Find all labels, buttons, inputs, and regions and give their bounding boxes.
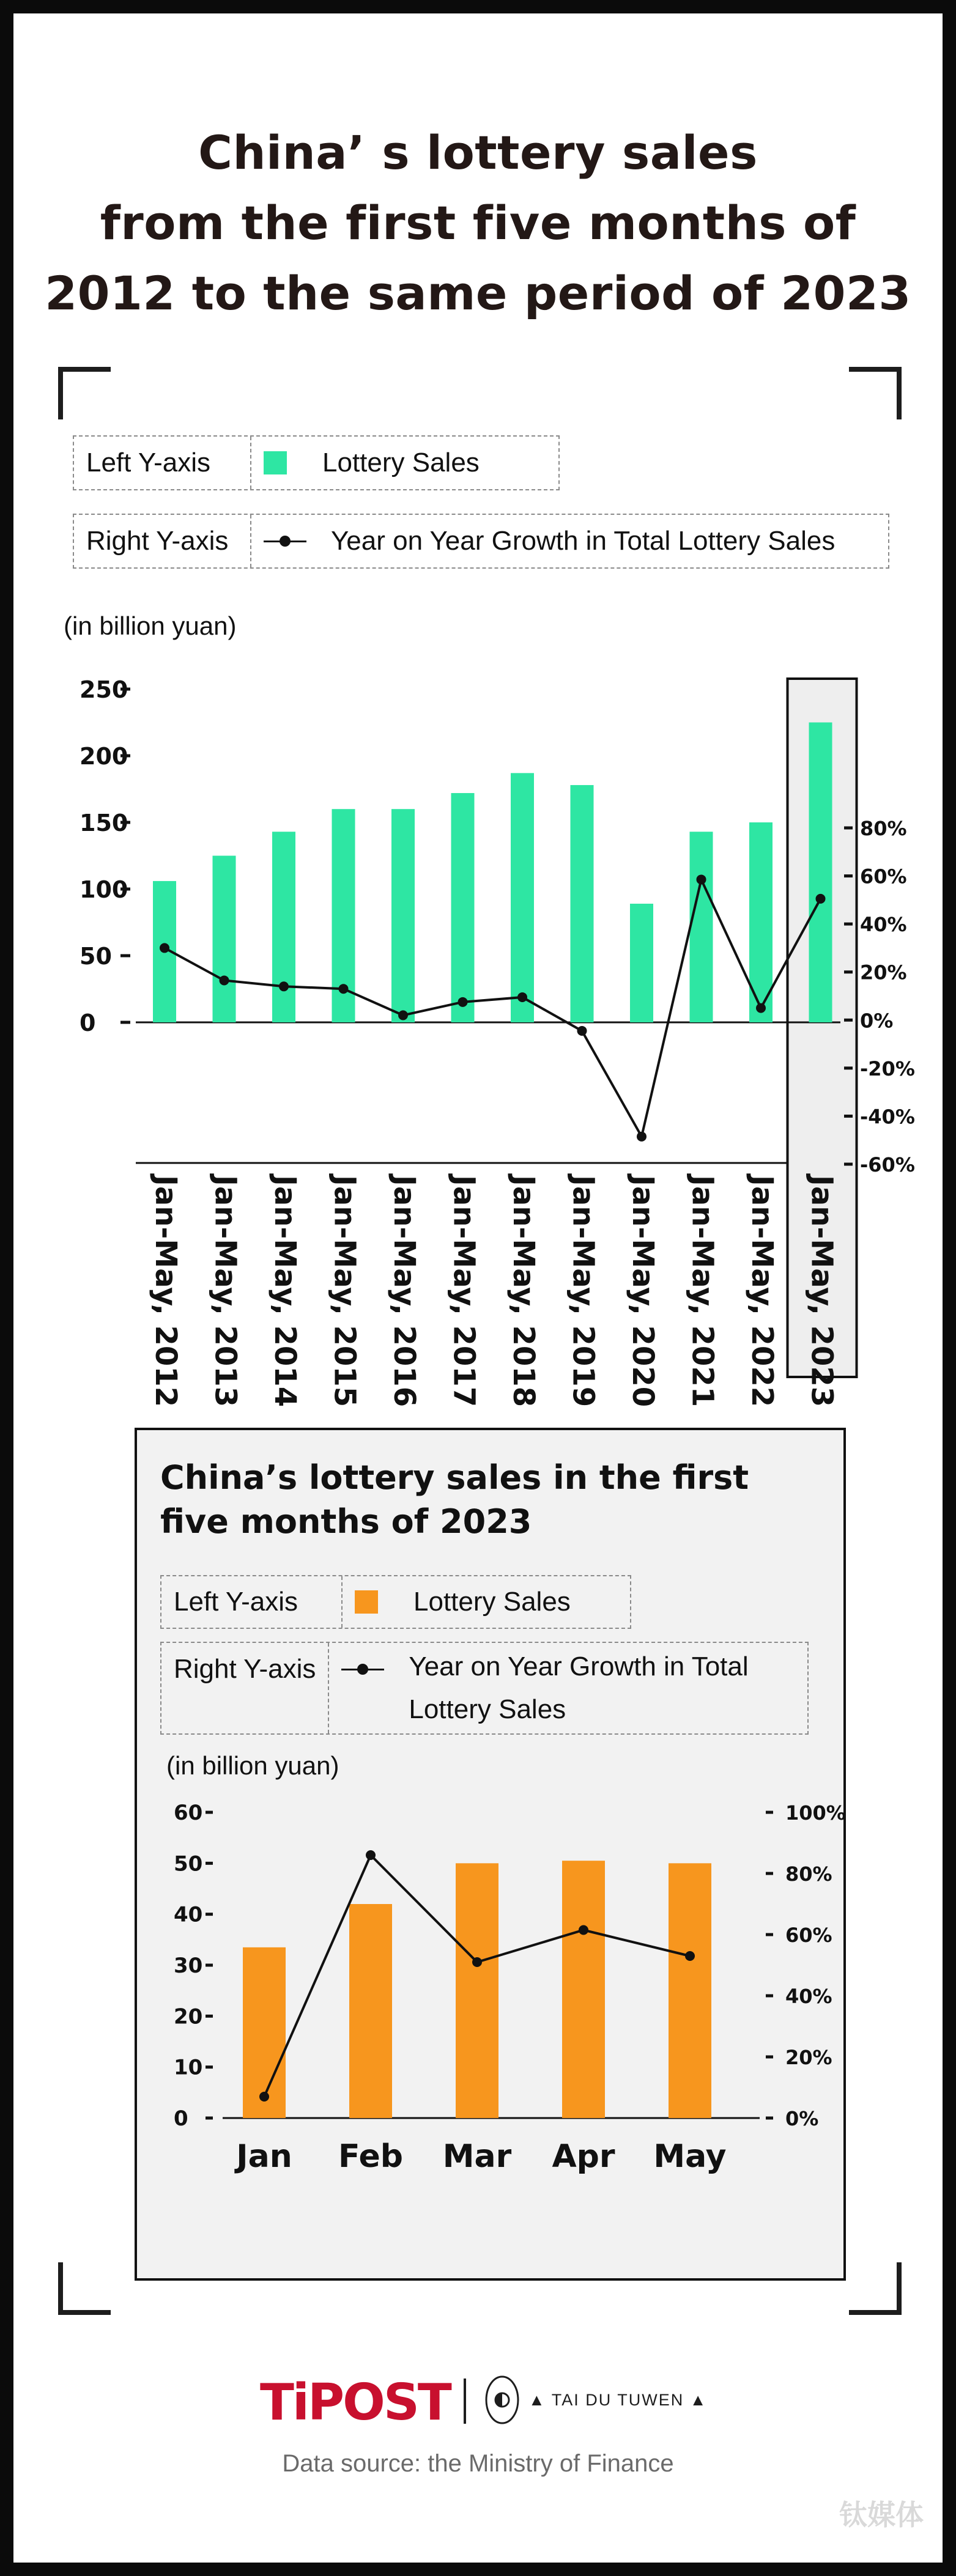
logo-divider: [464, 2379, 466, 2424]
left-tick-label: 250: [80, 676, 128, 703]
right-tick-label: -60%: [860, 1153, 915, 1176]
category-label: Jan-May, 2015: [327, 1175, 362, 1408]
legend-series-label: Lottery Sales: [413, 1587, 571, 1617]
sales-bar: [391, 809, 415, 1022]
inset-chart: [137, 1791, 848, 2280]
right-tick-label: -40%: [860, 1105, 915, 1129]
sales-bar: [451, 793, 475, 1022]
right-tick-label: 40%: [860, 913, 907, 937]
inset-panel: [135, 1428, 846, 2281]
sales-bar: [456, 1863, 498, 2118]
title-line: China’ s lottery sales: [198, 125, 758, 180]
category-label: Jan-May, 2021: [685, 1175, 720, 1408]
category-label: Jan-May, 2013: [208, 1175, 243, 1408]
green-swatch-icon: [264, 451, 287, 474]
legend-sales-entry: [251, 437, 492, 489]
sales-bar: [630, 904, 653, 1022]
sales-bar: [690, 832, 713, 1022]
left-tick-label: 150: [80, 810, 128, 836]
inset-unit-label: (in billion yuan): [166, 1751, 339, 1780]
right-tick-label: 60%: [785, 1924, 832, 1947]
growth-point: [458, 997, 468, 1007]
sales-bar: [213, 856, 236, 1023]
left-tick-label: 60: [174, 1801, 203, 1825]
right-tick-label: -20%: [860, 1057, 915, 1080]
sales-bar: [349, 1904, 392, 2118]
legend-axis-label: Left Y-axis: [74, 437, 251, 489]
left-tick-label: 0: [174, 2106, 188, 2131]
right-tick-label: 80%: [785, 1862, 832, 1886]
left-tick-label: 100: [80, 876, 128, 903]
category-label: Feb: [338, 2138, 403, 2175]
growth-point: [259, 2092, 269, 2102]
left-tick-label: 40: [174, 1902, 203, 1927]
sales-bar: [571, 785, 594, 1022]
infographic-page: [13, 13, 943, 2563]
inset-title: China’s lottery sales in the first five months of 2023: [160, 1458, 749, 1541]
growth-point: [697, 874, 706, 884]
main-chart: [13, 655, 943, 1414]
growth-point: [398, 1010, 408, 1020]
growth-point: [339, 984, 349, 994]
right-tick-label: 20%: [785, 2046, 832, 2069]
right-tick-label: 100%: [785, 1801, 846, 1825]
growth-point: [472, 1957, 482, 1967]
line-marker-icon: [341, 1658, 384, 1681]
inset-legend-sales: [160, 1575, 631, 1629]
category-label: Jan-May, 2023: [804, 1175, 839, 1408]
growth-point: [816, 894, 826, 904]
frame-corner-bottom-left: [58, 2262, 111, 2315]
left-tick-label: 50: [80, 943, 112, 970]
growth-point: [756, 1003, 766, 1013]
frame-corner-top-left: [58, 367, 111, 419]
growth-point: [160, 943, 169, 953]
watermark: 钛媒体: [839, 2498, 924, 2531]
right-tick-label: 60%: [860, 865, 907, 888]
main-unit-label: (in billion yuan): [64, 611, 237, 640]
frame-corner-top-right: [849, 367, 902, 419]
growth-point: [579, 1925, 588, 1935]
left-tick-label: 50: [174, 1851, 203, 1877]
legend-growth-entry: [329, 1643, 812, 1733]
left-tick-label: 30: [174, 1954, 203, 1978]
category-label: Jan: [236, 2138, 292, 2175]
right-tick-label: 80%: [860, 817, 907, 840]
growth-line: [165, 879, 821, 1136]
left-tick-label: 20: [174, 2004, 203, 2029]
category-label: Jan-May, 2018: [506, 1175, 541, 1408]
legend-series-label: Year on Year Growth in Total Lottery Sales: [409, 1652, 749, 1724]
growth-point: [577, 1026, 587, 1036]
sales-bar: [669, 1863, 711, 2118]
category-label: Jan-May, 2020: [626, 1175, 660, 1408]
category-label: May: [653, 2138, 727, 2175]
left-tick-label: 200: [80, 743, 128, 770]
growth-point: [637, 1132, 647, 1142]
legend-growth-entry: [251, 515, 847, 567]
legend-axis-label: Right Y-axis: [161, 1643, 329, 1733]
title-line: from the first five months of: [100, 196, 856, 250]
right-tick-label: 0%: [785, 2107, 819, 2130]
right-tick-label: 20%: [860, 961, 907, 984]
inset-legend-growth: [160, 1642, 809, 1735]
orange-swatch-icon: [355, 1590, 378, 1614]
growth-point: [220, 975, 229, 985]
category-label: Jan-May, 2014: [268, 1175, 302, 1408]
legend-series-label: Lottery Sales: [322, 448, 480, 478]
tipost-logo: TiPOST: [260, 2374, 450, 2432]
main-legend-growth: [73, 514, 889, 569]
title-line: 2012 to the same period of 2023: [45, 266, 911, 320]
sales-bar: [809, 723, 832, 1023]
category-label: Jan-May, 2017: [447, 1175, 481, 1408]
taidu-wordmark: ▲ TAI DU TUWEN ▲: [528, 2391, 708, 2409]
frame-corner-bottom-right: [849, 2262, 902, 2315]
legend-axis-label: Right Y-axis: [74, 515, 251, 567]
category-label: Jan-May, 2016: [387, 1175, 421, 1408]
data-source: Data source: the Ministry of Finance: [282, 2450, 674, 2477]
main-legend-sales: [73, 435, 560, 490]
growth-point: [279, 981, 289, 991]
growth-point: [517, 992, 527, 1002]
taidu-logo-icon: [484, 2375, 520, 2425]
sales-bar: [562, 1861, 605, 2118]
line-marker-icon: [264, 530, 306, 553]
left-tick-label: 10: [174, 2055, 203, 2080]
right-tick-label: 0%: [860, 1009, 894, 1033]
left-tick-label: 0: [80, 1009, 96, 1036]
growth-point: [366, 1850, 376, 1860]
legend-series-label: Year on Year Growth in Total Lottery Sales: [331, 526, 836, 556]
category-label: Mar: [442, 2138, 512, 2175]
category-label: Apr: [552, 2138, 615, 2175]
right-tick-label: 40%: [785, 1985, 832, 2008]
sales-bar: [511, 773, 534, 1022]
growth-point: [685, 1951, 695, 1961]
sales-bar: [272, 832, 295, 1022]
page-title: [13, 117, 943, 328]
legend-sales-entry: [343, 1576, 583, 1628]
legend-axis-label: Left Y-axis: [161, 1576, 343, 1628]
category-label: Jan-May, 2012: [149, 1175, 183, 1408]
category-label: Jan-May, 2019: [566, 1175, 601, 1408]
category-label: Jan-May, 2022: [745, 1175, 779, 1408]
